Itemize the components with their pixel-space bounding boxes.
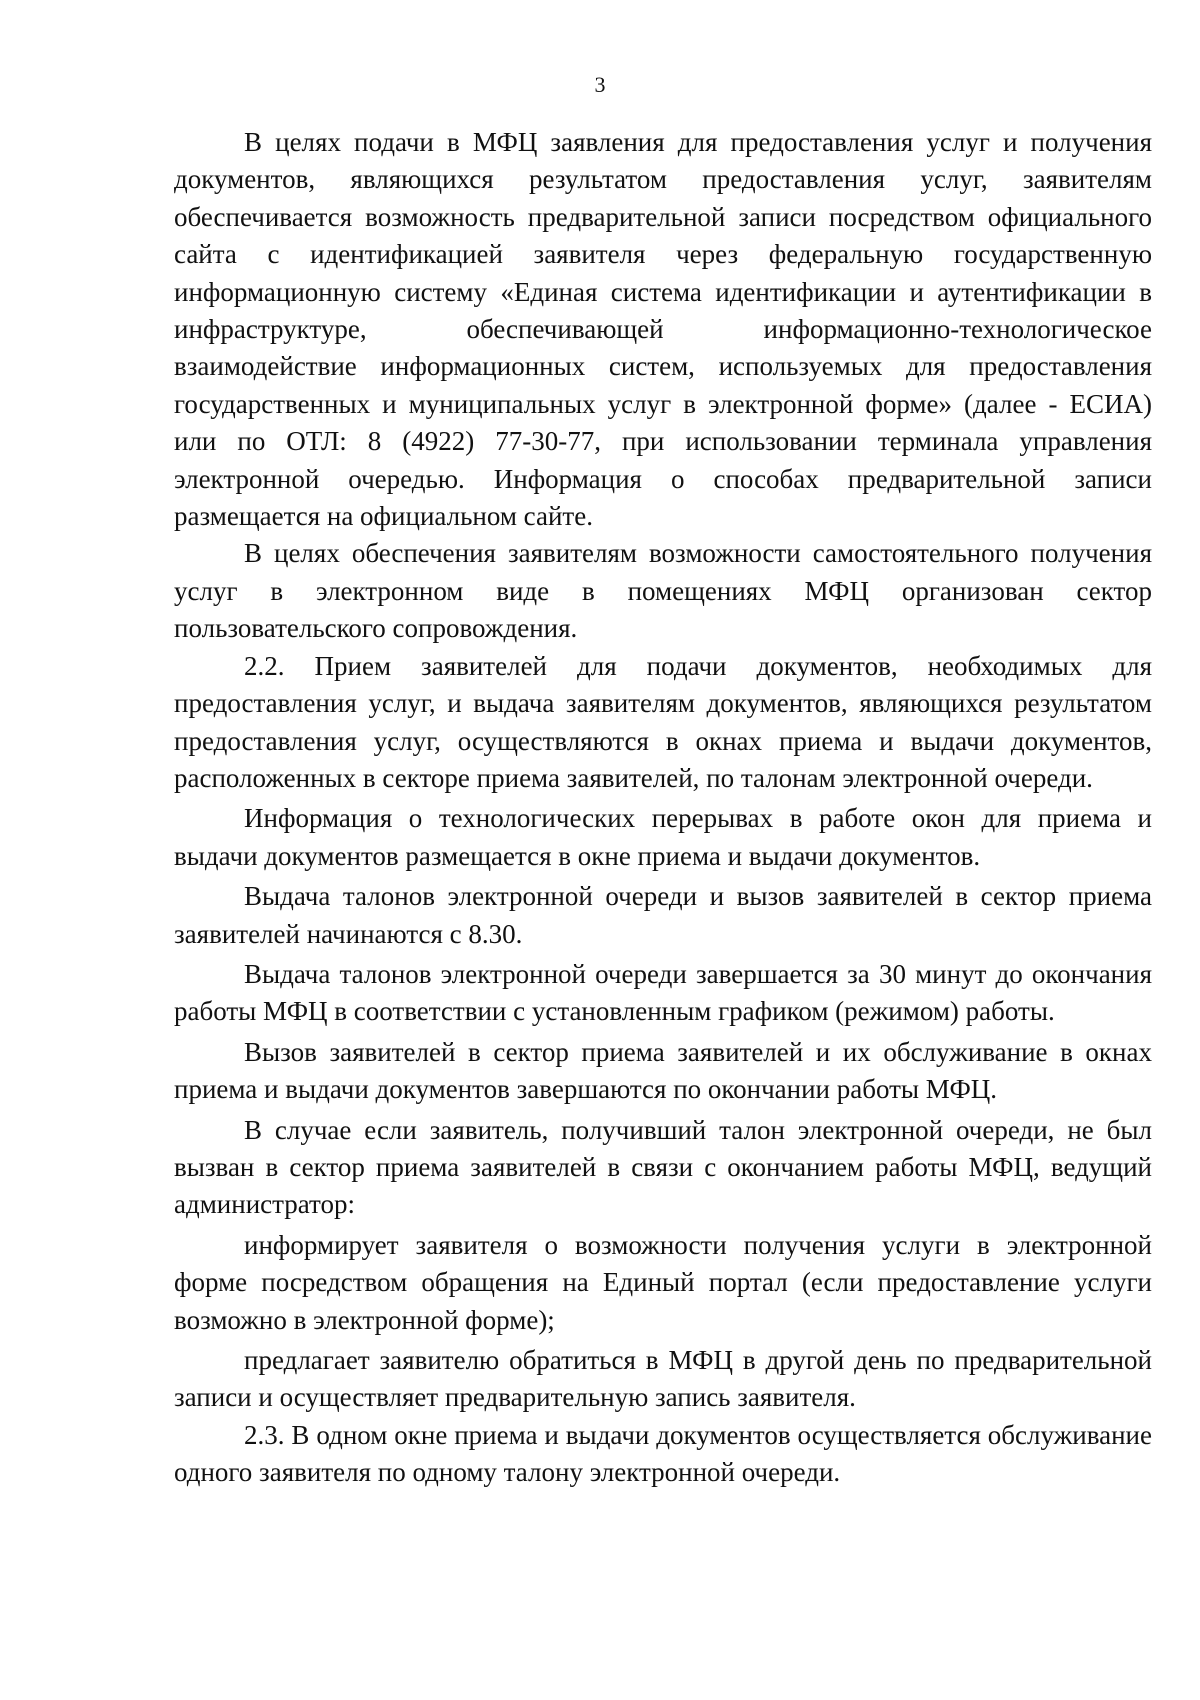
paragraph-informs-applicant: информирует заявителя о возможности получения услуги в электронной форме посредством обращения на Единый портал (если предоставление услуги возможно в электронной форме); (174, 1229, 1152, 1335)
paragraph-ticket-issue-end: Выдача талонов электронной очереди завершается за 30 минут до окончания работы МФЦ в соответствии с установленным графиком (режимом) работы. (174, 958, 1152, 1027)
paragraph-not-called-case: В случае если заявитель, получивший талон электронной очереди, не был вызван в сектор приема заявителей в связи с окончанием работы МФЦ, ведущий администратор: (174, 1114, 1152, 1220)
page-number: 3 (594, 72, 606, 97)
paragraph-section-2-2: 2.2. Прием заявителей для подачи документов, необходимых для предоставления услуг, и выдача заявителям документов, являющихся результатом предоставления услуг, осуществляются в окнах приема и выдачи документов, расположенных в секторе приема заявителей, по талонам электронной очереди. (174, 650, 1152, 793)
paragraph-ticket-issue-start: Выдача талонов электронной очереди и вызов заявителей в сектор приема заявителей начинаются с 8.30. (174, 881, 1152, 949)
document-body (174, 124, 1152, 1492)
paragraph-user-support-sector: В целях обеспечения заявителям возможности самостоятельного получения услуг в электронном виде в помещениях МФЦ организован сектор пользовательского сопровождения. (174, 538, 1152, 644)
paragraph-technical-breaks: Информация о технологических перерывах в работе окон для приема и выдачи документов размещается в окне приема и выдачи документов. (174, 803, 1152, 871)
paragraph-section-2-3: 2.3. В одном окне приема и выдачи документов осуществляется обслуживание одного заявителя по одному талону электронной очереди. (174, 1419, 1152, 1488)
paragraph-pre-registration: В целях подачи в МФЦ заявления для предоставления услуг и получения документов, являющихся результатом предоставления услуг, заявителям обеспечивается возможность предварительной записи посредством официального сайта с идентификацией заявителя через федеральную государственную информационную систему «Единая система идентификации и аутентификации в инфраструктуре, обеспечивающей информационно-технологическое взаимодействие информационных систем, используемых для предоставления государственных и муниципальных услуг в электронной форме» (далее - ЕСИА) или по ОТЛ: 8 (4922) 77-30-77, при использовании терминала управления электронной очередью. Информация о способах предварительной записи размещается на официальном сайте. (174, 127, 1152, 532)
paragraph-offers-another-day: предлагает заявителю обратиться в МФЦ в другой день по предварительной записи и осуществляет предварительную запись заявителя. (174, 1345, 1152, 1413)
paragraph-service-end: Вызов заявителей в сектор приема заявителей и их обслуживание в окнах приема и выдачи документов завершаются по окончании работы МФЦ. (174, 1036, 1152, 1105)
